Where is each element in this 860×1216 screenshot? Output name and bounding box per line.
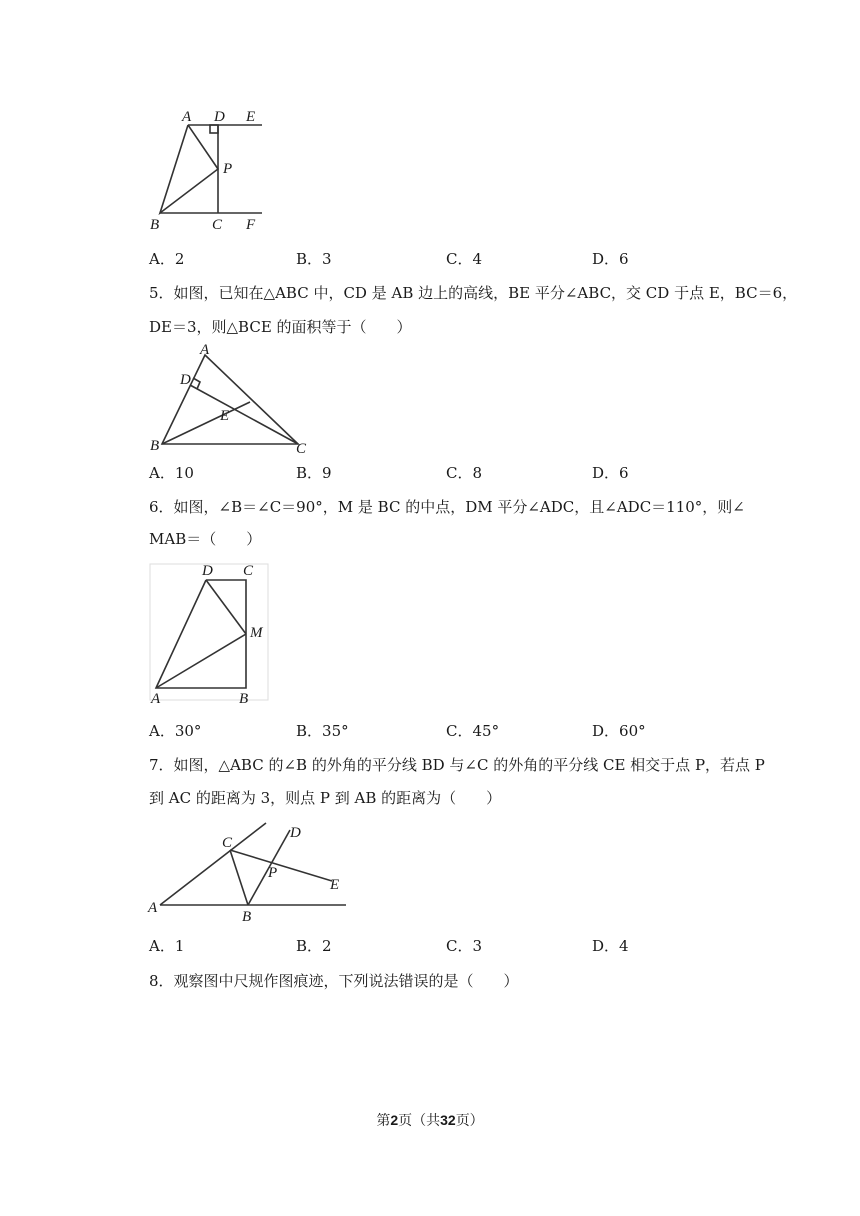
q6-stem-line2: MAB＝（ ） xyxy=(149,530,262,548)
footer-prefix: 第 xyxy=(376,1113,391,1129)
page-footer xyxy=(0,1110,860,1130)
label-d: D xyxy=(202,563,213,579)
label-a: A xyxy=(182,109,192,125)
right-angle-mark xyxy=(210,125,218,133)
q7-figure xyxy=(140,815,355,925)
triangle-abc xyxy=(162,355,298,444)
footer-page-number: 2 xyxy=(390,1112,399,1128)
q6-option-d: D．60° xyxy=(592,722,646,740)
q4-option-d: D．6 xyxy=(592,250,629,268)
label-p: P xyxy=(268,865,278,881)
label-m: M xyxy=(250,625,263,641)
label-c: C xyxy=(243,563,254,579)
q6-option-b: B．35° xyxy=(296,722,349,740)
bisector-be xyxy=(162,402,250,444)
label-d: D xyxy=(180,372,191,388)
ray-ce xyxy=(230,850,332,881)
q4-option-c: C．4 xyxy=(446,250,483,268)
q6-figure xyxy=(148,560,273,708)
label-b: B xyxy=(242,909,252,925)
label-d: D xyxy=(214,109,225,125)
footer-total-pages: 32 xyxy=(440,1112,456,1128)
footer-mid: 页（共 xyxy=(398,1113,441,1129)
label-b: B xyxy=(150,217,160,233)
label-a: A xyxy=(200,342,210,358)
altitude-cd xyxy=(190,385,298,444)
label-e: E xyxy=(330,877,340,893)
q6-option-a: A．30° xyxy=(149,722,202,740)
q7-option-d: D．4 xyxy=(592,937,629,955)
triangle-abp xyxy=(160,125,218,213)
q5-figure xyxy=(140,338,320,456)
q6-option-c: C．45° xyxy=(446,722,500,740)
label-b: B xyxy=(239,691,249,707)
label-d: D xyxy=(290,825,301,841)
footer-suffix: 页） xyxy=(455,1113,484,1129)
segment-am xyxy=(156,634,246,688)
q5-option-c: C．8 xyxy=(446,464,483,482)
q5-stem-line2: DE＝3，则△BCE 的面积等于（ ） xyxy=(149,318,412,336)
q7-option-a: A．1 xyxy=(149,937,185,955)
label-e: E xyxy=(220,408,230,424)
label-e: E xyxy=(246,109,256,125)
label-c: C xyxy=(296,441,307,456)
q7-option-b: B．2 xyxy=(296,937,332,955)
q7-stem-line2: 到 AC 的距离为 3，则点 P 到 AB 的距离为（ ） xyxy=(149,789,502,807)
segment-dm xyxy=(206,580,246,634)
q4-figure xyxy=(140,105,280,235)
q5-option-b: B．9 xyxy=(296,464,332,482)
q5-option-d: D．6 xyxy=(592,464,629,482)
q5-option-a: A．10 xyxy=(149,464,194,482)
q7-option-c: C．3 xyxy=(446,937,483,955)
label-p: P xyxy=(223,161,233,177)
label-c: C xyxy=(212,217,223,233)
segment-cb xyxy=(230,850,248,905)
ray-ac xyxy=(160,823,266,905)
q4-option-b: B．3 xyxy=(296,250,332,268)
quadrilateral-abcd xyxy=(156,580,246,688)
label-a: A xyxy=(148,900,158,916)
label-c: C xyxy=(222,835,233,851)
q4-option-a: A．2 xyxy=(149,250,185,268)
q5-stem-line1: 5．如图，已知在△ABC 中，CD 是 AB 边上的高线，BE 平分∠ABC，交 CD 于点 E，BC＝6， xyxy=(149,284,798,302)
q6-stem-line1: 6．如图，∠B＝∠C＝90°，M 是 BC 的中点，DM 平分∠ADC，且∠ADC＝110°，则∠ xyxy=(149,498,745,516)
label-b: B xyxy=(150,438,160,454)
label-f: F xyxy=(246,217,256,233)
label-a: A xyxy=(151,691,161,707)
q7-stem-line1: 7．如图，△ABC 的∠B 的外角的平分线 BD 与∠C 的外角的平分线 CE 相交于点 P，若点 P xyxy=(149,756,765,774)
q8-stem-line1: 8．观察图中尺规作图痕迹，下列说法错误的是（ ） xyxy=(149,972,519,990)
